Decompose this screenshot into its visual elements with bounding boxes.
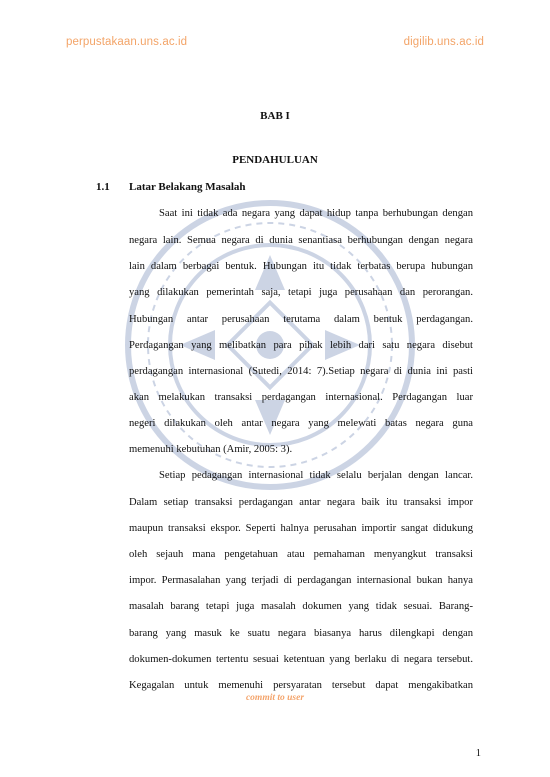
paragraph-line: Hubungan antar perusahaan terutama dalam bentuk perdagangan. [129, 314, 473, 325]
paragraph-line: negara lain. Semua negara di dunia senantiasa berhubungan dengan negara [129, 235, 473, 246]
paragraph-line: perdagangan internasional (Sutedi, 2014: 7).Setiap negara di dunia ini pasti [129, 366, 473, 377]
paragraph-line: oleh sejauh mana pengetahuan atau pemahaman menyangkut transaksi [129, 549, 473, 560]
paragraph-line: akan melakukan transaksi perdagangan internasional. Perdagangan luar [129, 392, 473, 403]
paragraph-line: Setiap pedagangan internasional tidak selalu berjalan dengan lancar. [159, 470, 473, 481]
paragraph-line: barang yang masuk ke suatu negara biasanya harus dilengkapi dengan [129, 628, 473, 639]
paragraph-line: Perdagangan yang melibatkan para pihak lebih dari satu negara disebut [129, 340, 473, 351]
chapter-number: BAB I [260, 110, 290, 122]
paragraph-line: impor. Permasalahan yang terjadi di perdagangan internasional bukan hanya [129, 575, 473, 586]
section-title: Latar Belakang Masalah [129, 181, 246, 193]
paragraph-line: maupun transaksi ekspor. Seperti halnya perusahan importir sangat didukung [129, 523, 473, 534]
header-right-site: digilib.uns.ac.id [403, 36, 484, 48]
paragraph-line: dokumen-dokumen tertentu sesuai ketentuan yang berlaku di negara tersebut. [129, 654, 473, 665]
paragraph-line: Saat ini tidak ada negara yang dapat hidup tanpa berhubungan dengan [159, 208, 473, 219]
paragraph-line: yang dilakukan pemerintah saja, tetapi juga perusahaan dan perorangan. [129, 287, 473, 298]
paragraph-line: negeri dilakukan oleh antar negara yang melewati batas negara guna [129, 418, 473, 429]
section-heading [96, 181, 246, 193]
paragraph-line: Kegagalan untuk memenuhi persyaratan tersebut dapat mengakibatkan [129, 680, 473, 691]
header-left-site: perpustakaan.uns.ac.id [66, 36, 188, 48]
paragraph-line: memenuhi kebutuhan (Amir, 2005: 3). [129, 444, 293, 455]
page-number: 1 [475, 748, 481, 759]
paragraph-line: Dalam setiap transaksi perdagangan antar negara baik itu transaksi impor [129, 497, 473, 508]
section-number: 1.1 [96, 181, 110, 193]
commit-footer-note: commit to user [245, 693, 305, 703]
paragraph-line: masalah barang tetapi juga masalah dokumen yang tidak sesuai. Barang- [129, 601, 473, 612]
chapter-title: PENDAHULUAN [232, 154, 318, 166]
paragraph-line: lain dalam berbagai bentuk. Hubungan itu tidak terbatas berupa hubungan [129, 261, 473, 272]
